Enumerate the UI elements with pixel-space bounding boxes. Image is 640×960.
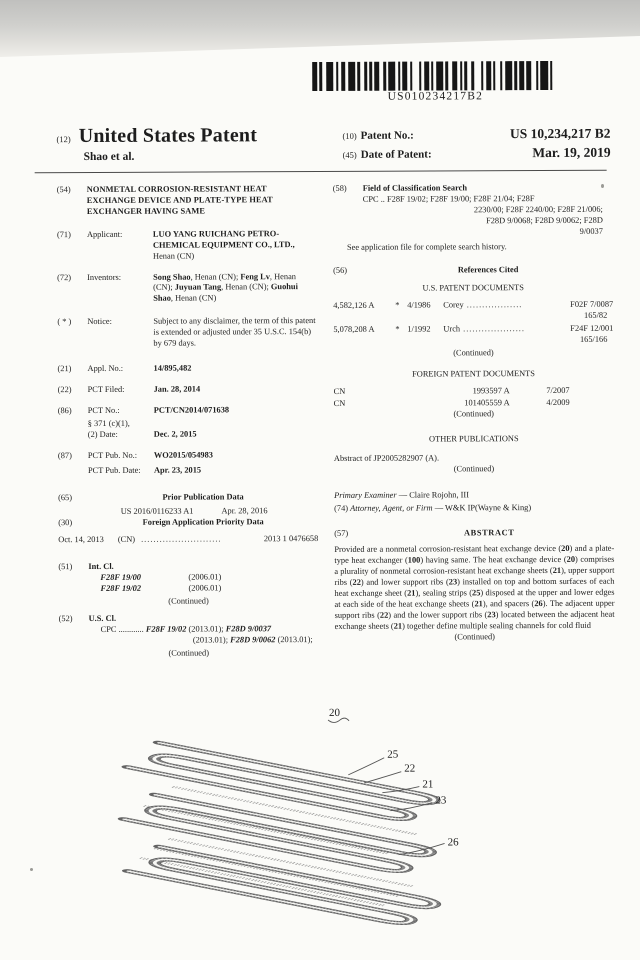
class-version: (2006.01) bbox=[188, 572, 222, 582]
patent-no-label: Patent No.: bbox=[360, 129, 414, 142]
header-left bbox=[56, 124, 257, 166]
us-doc-row bbox=[333, 324, 613, 336]
field-56-references bbox=[333, 264, 613, 276]
continued-note: (Continued) bbox=[453, 408, 494, 419]
primary-examiner-line: Primary Examiner — Claire Rojohn, III bbox=[334, 490, 470, 501]
patent-figure bbox=[1, 697, 640, 940]
us-docs-heading: U.S. PATENT DOCUMENTS bbox=[422, 283, 524, 294]
pct-filed-value: Jan. 28, 2014 bbox=[153, 384, 201, 394]
dot-leader: .................. bbox=[466, 300, 523, 310]
field-notice bbox=[57, 316, 317, 350]
abstract-text: Provided are a nonmetal corrosion-resistant heat exchange device (20) and a plate-type heat exchanger (100) having same. The heat exchange device (20) comprises a plurality of nonmetal corrosion-resistant heat exchange sheets (21), upper support ribs (22) and lower support ribs (23) installed on top and bottom surfaces of each heat exchange sheet (21), sealing strips (25) disposed at the upper and lower edges at each side of the heat exchange sheets (21), and spacers (26). The adjacent upper support ribs (22) and the lower support ribs (23) located between the adjacent heat exchange sheets (21) together define multiple sealing channels for cold fluid bbox=[334, 543, 615, 631]
field-30-foreign-priority bbox=[58, 517, 318, 529]
doc-number: 1993597 A bbox=[472, 386, 510, 396]
dot-leader: .......................... bbox=[141, 534, 222, 545]
patent-no-value: US 10,234,217 B2 bbox=[509, 125, 611, 142]
field-label: (2) Date: bbox=[87, 429, 118, 439]
doc-number: 101405559 A bbox=[464, 397, 510, 408]
doc-name: Corey bbox=[443, 300, 464, 310]
int-cl-heading: Int. Cl. bbox=[88, 562, 114, 572]
page-title: United States Patent bbox=[78, 124, 258, 148]
doc-date: 7/2007 bbox=[546, 385, 570, 395]
doc-star: * bbox=[395, 324, 400, 334]
class-code: F28F 19/02 bbox=[100, 583, 142, 594]
field-71-applicant bbox=[57, 229, 317, 263]
field-num: (72) bbox=[57, 272, 72, 282]
field-87-pct-pub-no bbox=[58, 450, 318, 462]
us-cl-line: (2013.01); F28D 9/0062 (2013.01); bbox=[192, 634, 313, 645]
references-heading: References Cited bbox=[457, 264, 519, 274]
barcode-bars bbox=[312, 61, 558, 91]
field-label: PCT Pub. Date: bbox=[87, 465, 141, 475]
us-cl-line: CPC ............ F28F 19/02 (2013.01); F28D 9/0037 bbox=[100, 624, 272, 634]
header bbox=[56, 123, 610, 166]
figure-callout-21: 21 bbox=[422, 778, 434, 791]
field-num: (30) bbox=[58, 518, 73, 528]
barcode bbox=[312, 61, 558, 103]
figure-label-20: 20 bbox=[328, 706, 341, 719]
field-num: ( * ) bbox=[57, 317, 72, 327]
doc-name: Urch bbox=[443, 324, 461, 334]
right-column bbox=[333, 183, 615, 659]
field-86-pct-no bbox=[58, 405, 318, 417]
field-54-title bbox=[57, 184, 317, 218]
us-cl-heading: U.S. Cl. bbox=[88, 613, 117, 623]
field-label: Notice: bbox=[87, 317, 112, 327]
doc-country: CN bbox=[333, 386, 346, 396]
field-num: (21) bbox=[57, 364, 72, 374]
doc-date: 4/1986 bbox=[407, 300, 431, 310]
field-86-date bbox=[58, 429, 318, 441]
field-num: (65) bbox=[58, 492, 73, 502]
foreign-priority-line bbox=[58, 534, 318, 546]
field-num: (22) bbox=[57, 385, 72, 395]
foreign-priority-heading: Foreign Application Priority Data bbox=[142, 517, 264, 528]
prior-pub-date: Apr. 28, 2016 bbox=[221, 506, 268, 516]
kind-code-num: (12) bbox=[56, 134, 71, 145]
continued-note: (Continued) bbox=[453, 348, 494, 358]
field-num: (58) bbox=[332, 183, 347, 193]
barcode-text: US010234217B2 bbox=[387, 90, 484, 103]
field-label: Inventors: bbox=[87, 272, 122, 282]
dot-leader: .................... bbox=[463, 324, 525, 334]
two-column-body bbox=[57, 183, 615, 660]
doc-class-2: 165/166 bbox=[579, 334, 608, 345]
field-num: (86) bbox=[57, 405, 72, 416]
search-cpc-line: F28D 9/0068; F28D 9/0062; F28D bbox=[486, 215, 603, 226]
doc-class: F24F 12/001 bbox=[570, 323, 614, 334]
field-21-appl-no bbox=[57, 363, 317, 375]
figure-callout-26: 26 bbox=[447, 836, 459, 849]
date-label: Date of Patent: bbox=[360, 148, 432, 161]
field-num: (54) bbox=[56, 185, 71, 195]
prior-pub-heading: Prior Publication Data bbox=[162, 491, 244, 502]
inventors-value: Song Shao, Henan (CN); Feng Lv, Henan (CN); Juyuan Tang, Henan (CN); Guohui Shao, Henan (CN) bbox=[153, 271, 298, 304]
class-code: F28F 19/00 bbox=[100, 572, 142, 583]
figure-callout-22: 22 bbox=[404, 762, 416, 775]
field-label: PCT Pub. No.: bbox=[87, 450, 138, 460]
notice-value: Subject to any disclaimer, the term of this patent is extended or adjusted under 35 U.S.C. 154(b) by 679 days. bbox=[153, 316, 316, 348]
doc-star: * bbox=[395, 301, 400, 311]
appl-no-value: 14/895,482 bbox=[153, 363, 192, 373]
search-cpc-line: 2230/00; F28F 2240/00; F28F 21/006; bbox=[473, 204, 603, 215]
search-heading: Field of Classification Search bbox=[362, 183, 468, 193]
field-num: (51) bbox=[58, 562, 73, 572]
doc-class-2: 165/82 bbox=[584, 311, 608, 321]
header-author: Shao et al. bbox=[83, 150, 135, 164]
field-label: PCT Filed: bbox=[87, 384, 125, 394]
field-72-inventors bbox=[57, 272, 317, 306]
field-87-pct-pub-date bbox=[58, 465, 318, 477]
figure-callout-23: 23 bbox=[435, 794, 447, 807]
attorney-line: (74) Attorney, Agent, or Firm — W&K IP(Wayne & King) bbox=[334, 503, 532, 514]
field-num: (52) bbox=[58, 613, 73, 624]
field-num: (87) bbox=[57, 450, 72, 460]
patent-no-kind-num: (10) bbox=[342, 130, 357, 141]
other-pub-line: Abstract of JP2005282907 (A). bbox=[333, 453, 440, 463]
doc-date: 4/2009 bbox=[546, 397, 570, 407]
foreign-docs-heading: FOREIGN PATENT DOCUMENTS bbox=[412, 369, 535, 379]
header-rule bbox=[35, 170, 607, 173]
prior-pub-no: US 2016/0116233 A1 bbox=[120, 506, 194, 517]
invention-title: NONMETAL CORROSION-RESISTANT HEAT EXCHANGE DEVICE AND PLATE-TYPE HEAT EXCHANGER HAVING SAME bbox=[86, 184, 273, 216]
applicant-value: LUO YANG RUICHANG PETRO-CHEMICAL EQUIPMENT CO., LTD., Henan (CN) bbox=[152, 228, 295, 261]
field-num: (71) bbox=[56, 229, 71, 239]
field-num: (57) bbox=[334, 529, 349, 539]
left-column bbox=[57, 184, 319, 660]
search-cpc-line: CPC .. F28F 19/02; F28F 19/00; F28F 21/04; F28F bbox=[362, 193, 535, 204]
field-57-abstract bbox=[334, 528, 614, 540]
pct-pub-date-value: Apr. 23, 2015 bbox=[153, 465, 202, 475]
doc-number: 4,582,126 A bbox=[333, 301, 375, 311]
date-kind-num: (45) bbox=[342, 149, 357, 160]
doc-class: F02F 7/0087 bbox=[570, 300, 614, 310]
field-22-pct-filed bbox=[58, 384, 318, 396]
continued-note: (Continued) bbox=[168, 648, 210, 658]
us-doc-row bbox=[333, 300, 613, 312]
field-label: Appl. No.: bbox=[87, 363, 124, 374]
continued-note: (Continued) bbox=[454, 631, 495, 641]
priority-date: Oct. 14, 2013 bbox=[58, 535, 104, 545]
continued-note: (Continued) bbox=[453, 463, 495, 473]
doc-number: 5,078,208 A bbox=[333, 324, 375, 335]
other-pubs-heading: OTHER PUBLICATIONS bbox=[429, 433, 519, 444]
doc-country: CN bbox=[333, 398, 346, 408]
371-date-value: Dec. 2, 2015 bbox=[153, 429, 197, 439]
search-cpc-line: 9/0037 bbox=[579, 226, 603, 236]
class-version: (2006.01) bbox=[188, 583, 222, 593]
continued-note: (Continued) bbox=[168, 596, 209, 606]
heat-exchange-plate-bottom bbox=[124, 847, 439, 925]
field-label: Applicant: bbox=[86, 229, 123, 239]
field-label: PCT No.: bbox=[87, 405, 120, 415]
search-note: See application file for complete search history. bbox=[346, 241, 507, 252]
date-value: Mar. 19, 2019 bbox=[532, 144, 611, 161]
priority-app-no: 2013 1 0476658 bbox=[263, 534, 319, 544]
abstract-heading: ABSTRACT bbox=[463, 528, 515, 538]
doc-date: 1/1992 bbox=[407, 324, 431, 334]
header-right bbox=[342, 123, 610, 165]
pct-no-value: PCT/CN2014/071638 bbox=[153, 405, 230, 415]
field-65-prior-pub bbox=[58, 492, 318, 504]
section-371: § 371 (c)(1), bbox=[87, 418, 130, 428]
int-cl-row bbox=[100, 583, 318, 595]
field-num: (56) bbox=[333, 265, 348, 275]
leader-line-22 bbox=[364, 772, 401, 783]
priority-country: (CN) bbox=[117, 535, 136, 545]
pct-pub-no-value: WO2015/054983 bbox=[153, 450, 214, 460]
figure-callout-25: 25 bbox=[387, 748, 399, 761]
foreign-doc-row bbox=[334, 386, 614, 398]
leader-line-25 bbox=[348, 758, 384, 775]
